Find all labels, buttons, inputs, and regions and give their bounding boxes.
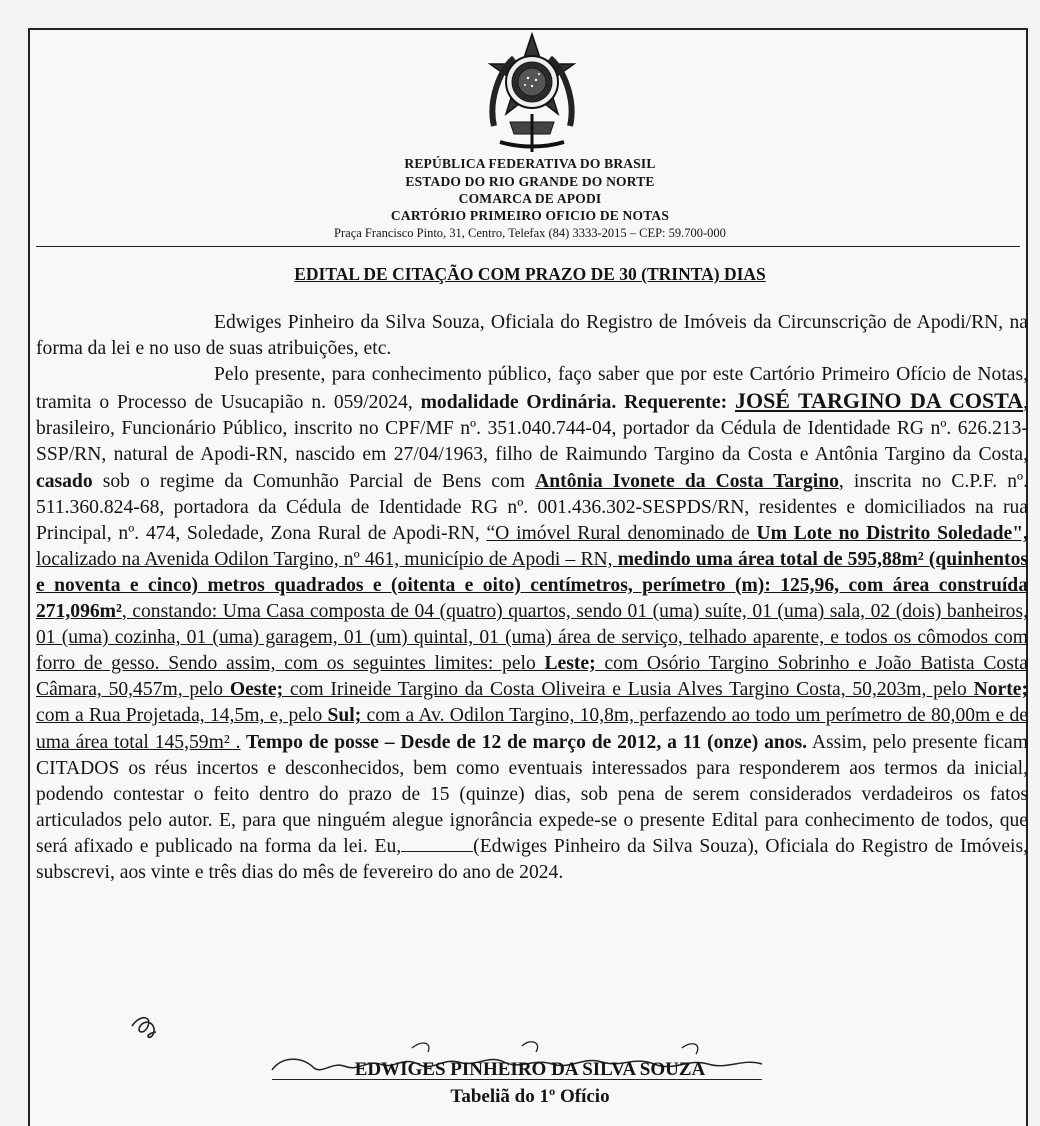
- spouse-name: Antônia Ivonete da Costa Targino: [535, 470, 839, 492]
- signer-name: EDWIGES PINHEIRO DA SILVA SOUZA: [354, 1059, 706, 1080]
- property-name: Um Lote no Distrito Soledade",: [756, 522, 1029, 544]
- document-body: [36, 310, 1028, 886]
- text-segment: com a Rua Projetada, 14,5m, e, pelo: [36, 705, 328, 727]
- text-segment: Pelo presente, para conhecimento público, faço saber que por este Cartório Primeiro Ofício de Notas, tramita o Processo de Usucapião n. 059/2024,: [36, 364, 1028, 414]
- document-page: [28, 28, 1028, 1126]
- text-segment: com Irineide Targino da Costa Oliveira e Lusia Alves Targino Costa, 50,203m, pelo: [283, 679, 974, 701]
- limit-north: Norte;: [973, 679, 1028, 701]
- modality-label: modalidade Ordinária.: [420, 392, 617, 414]
- limit-south: Sul;: [327, 705, 362, 727]
- paragraph-intro: Edwiges Pinheiro da Silva Souza, Oficiala do Registro de Imóveis da Circunscrição de Apodi/RN, na forma da lei e no uso de suas atribuições, etc.: [36, 312, 1028, 360]
- signer-role: Tabeliã do 1º Ofício: [450, 1086, 610, 1107]
- requester-label: Requerente:: [624, 392, 735, 414]
- header-divider: [36, 246, 1020, 247]
- text-segment: (Edwiges Pinheiro da Silva Souza), Oficiala do Registro de Imóveis, subscrevi, aos vinte e três dias do mês de fevereiro do ano de 2024.: [36, 835, 1028, 883]
- header-line-state: ESTADO DO RIO GRANDE DO NORTE: [405, 174, 655, 189]
- possession-time: Tempo de posse – Desde de 12 de março de 2012, a 11 (onze) anos.: [240, 731, 808, 753]
- document-title: EDITAL DE CITAÇÃO COM PRAZO DE 30 (TRINTA) DIAS: [294, 264, 766, 284]
- header-line-district: COMARCA DE APODI: [458, 191, 602, 206]
- initials-blank: [401, 837, 473, 852]
- limit-east: Leste;: [544, 653, 596, 675]
- text-segment: com Osório Targino Sobrinho e João Batista Costa Câmara, 50,457m, pelo: [36, 653, 1028, 701]
- initials-scribble: [122, 1006, 182, 1042]
- requester-name: JOSÉ TARGINO DA COSTA: [734, 388, 1024, 414]
- text-segment: , inscrita no C.P.F. nº. 511.360.824-68, portadora da Cédula de Identidade RG nº. 001.436.302-SESPDS/RN, residentes e domiciliados na rua Principal, nº. 474, Soledade, Zona Rural de Apodi-RN,: [36, 470, 1028, 544]
- text-segment: localizado na Avenida Odilon Targino, nº 461, município de Apodi – RN,: [36, 548, 618, 570]
- header-line-office: CARTÓRIO PRIMEIRO OFICIO DE NOTAS: [390, 208, 670, 223]
- text-segment: Assim, pelo presente ficam CITADOS os réus incertos e desconhecidos, bem como eventuais interessados para responderem aos termos da inicial, podendo contestar o feito dentro do prazo de 15 (quinze) dias, sob pena de serem considerados verdadeiros os fatos articulados pelo autor. E, para que ninguém alegue ignorância expede-se o presente Edital para conhecimento de todos, que será afixado e publicado na forma da lei. Eu,: [36, 731, 1028, 857]
- paragraph-main: [36, 362, 1028, 886]
- property-area: medindo uma área total de 595,88m² (quinhentos e noventa e cinco) metros quadrados e (oitenta e oito) centímetros, perímetro (m): 125,96, com área construída 271,096m²: [36, 548, 1028, 623]
- header-address: Praça Francisco Pinto, 31, Centro, Telefax (84) 3333-2015 – CEP: 59.700-000: [334, 226, 726, 240]
- property-description: [36, 523, 1028, 753]
- text-segment: , constando: Uma Casa composta de 04 (quatro) quartos, sendo 01 (uma) suíte, 01 (uma) sala, 02 (dois) banheiros, 01 (uma) cozinha, 01 (uma) garagem, 01 (um) quintal, 01 (uma) área de serviço, telhado aparente, e todos os cômodos com forro de gesso. Sendo assim, com os seguintes limites: pelo: [36, 601, 1028, 675]
- text-segment: “O imóvel Rural denominado de: [486, 522, 757, 544]
- text-segment: sob o regime da Comunhão Parcial de Bens com: [92, 470, 536, 492]
- text-segment: com a Av. Odilon Targino, 10,8m, perfazendo ao todo um perímetro de 80,00m e de uma área total 145,59m² .: [36, 705, 1028, 753]
- limit-west: Oeste;: [229, 679, 284, 701]
- brazil-coat-of-arms-seal: [470, 30, 594, 158]
- marital-status: casado: [36, 470, 93, 492]
- text-segment: , brasileiro, Funcionário Público, inscrito no CPF/MF nº. 351.040.744-04, portador da Cédula de Identidade RG nº. 626.213-SSP/RN, natural de Apodi-RN, nascido em 27/04/1963, filho de Raimundo Targino da Costa e Antônia Targino da Costa,: [36, 392, 1029, 466]
- header-line-republic: REPÚBLICA FEDERATIVA DO BRASIL: [404, 156, 656, 171]
